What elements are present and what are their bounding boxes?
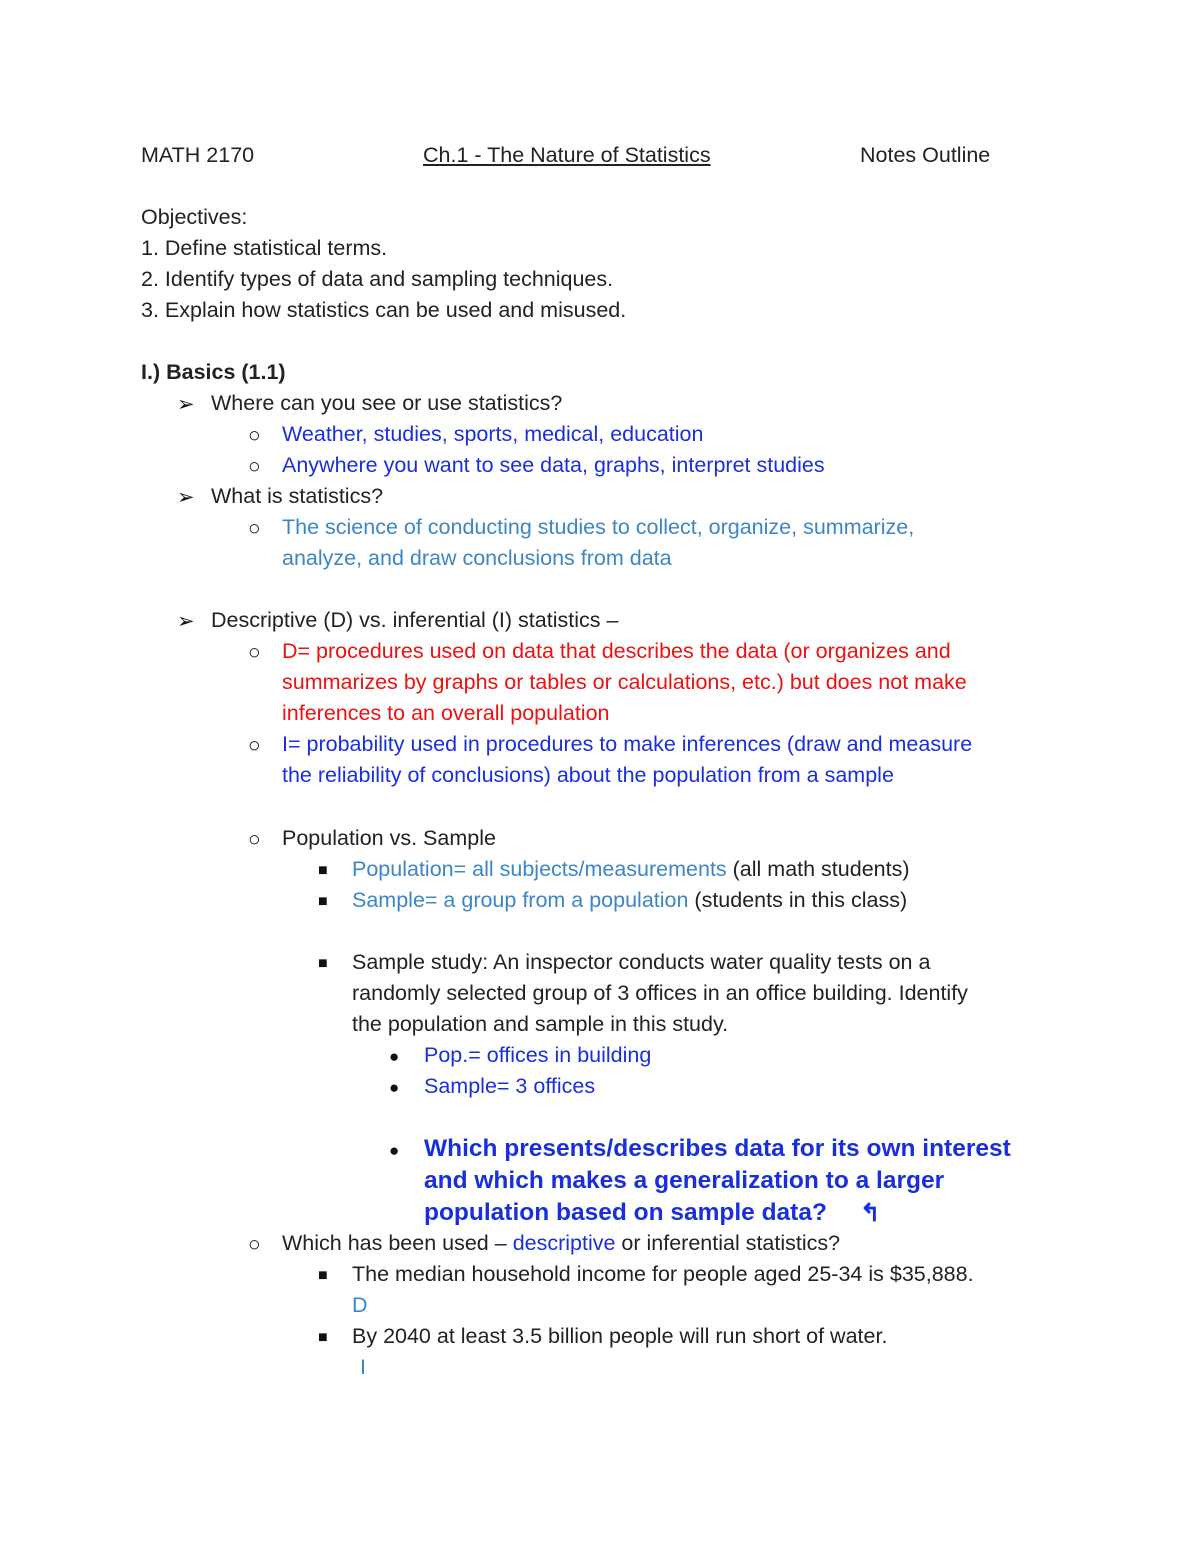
sample-definition-text: Sample= a group from a population: [352, 888, 689, 912]
answer-definition-line: The science of conducting studies to collect, organize, summarize,: [282, 515, 915, 539]
population-definition: [352, 854, 910, 885]
objectives-heading: Objectives:: [141, 205, 248, 229]
descriptive-definition-line: D= procedures used on data that describes the data (or organizes and: [282, 639, 951, 663]
population-definition-text: Population= all subjects/measurements: [352, 857, 727, 881]
square-bullet-icon: ■: [318, 1267, 328, 1284]
dot-bullet-icon: ●: [389, 1141, 400, 1160]
arrow-bullet-icon: ➢: [177, 486, 195, 509]
sample-study-line: randomly selected group of 3 offices in an office building. Identify: [352, 981, 968, 1005]
arrow-bullet-icon: ➢: [177, 393, 195, 416]
square-bullet-icon: ■: [318, 955, 328, 972]
return-arrow-icon: ↰: [860, 1200, 881, 1227]
section-heading: I.) Basics (1.1): [141, 360, 286, 384]
study-answer-population: Pop.= offices in building: [424, 1043, 652, 1067]
sample-study-line: Sample study: An inspector conducts water quality tests on a: [352, 950, 931, 974]
circle-bullet-icon: ○: [248, 641, 261, 664]
circle-bullet-icon: ○: [248, 517, 261, 540]
bold-question-line: population based on sample data?: [424, 1199, 827, 1226]
circle-bullet-icon: ○: [248, 828, 261, 851]
example-water: By 2040 at least 3.5 billion people will run short of water.: [352, 1324, 888, 1348]
question-where: Where can you see or use statistics?: [211, 391, 563, 415]
circle-bullet-icon: ○: [248, 424, 261, 447]
circle-bullet-icon: ○: [248, 455, 261, 478]
study-answer-sample: Sample= 3 offices: [424, 1074, 596, 1098]
example-income-answer: D: [352, 1293, 368, 1317]
population-vs-sample: Population vs. Sample: [282, 826, 496, 850]
doc-type: Notes Outline: [860, 143, 991, 167]
answer-definition-line: analyze, and draw conclusions from data: [282, 546, 672, 570]
which-used-post: or inferential statistics?: [615, 1231, 841, 1255]
dot-bullet-icon: ●: [389, 1078, 400, 1097]
dot-bullet-icon: ●: [389, 1047, 400, 1066]
sample-study-line: the population and sample in this study.: [352, 1012, 729, 1036]
chapter-title: Ch.1 - The Nature of Statistics: [423, 143, 711, 167]
circle-bullet-icon: ○: [248, 734, 261, 757]
descriptive-definition-line: summarizes by graphs or tables or calculations, etc.) but does not make: [282, 670, 967, 694]
question-descriptive-vs-inferential: Descriptive (D) vs. inferential (I) statistics –: [211, 608, 619, 632]
objective-item: 2. Identify types of data and sampling techniques.: [141, 267, 614, 291]
bold-question-line: and which makes a generalization to a larger: [424, 1167, 945, 1194]
square-bullet-icon: ■: [318, 862, 328, 879]
which-used-question: [282, 1228, 840, 1259]
objective-item: 3. Explain how statistics can be used and misused.: [141, 298, 627, 322]
bold-question-line: Which presents/describes data for its own interest: [424, 1135, 1011, 1162]
answer-where-2: Anywhere you want to see data, graphs, interpret studies: [282, 453, 825, 477]
descriptive-definition-line: inferences to an overall population: [282, 701, 610, 725]
sample-example: (students in this class): [688, 888, 908, 912]
question-what-is: What is statistics?: [211, 484, 384, 508]
sample-definition: [352, 885, 907, 916]
square-bullet-icon: ■: [318, 893, 328, 910]
example-income: The median household income for people aged 25-34 is $35,888.: [352, 1262, 974, 1286]
answer-where-1: Weather, studies, sports, medical, education: [282, 422, 704, 446]
course-code: MATH 2170: [141, 143, 255, 167]
objective-item: 1. Define statistical terms.: [141, 236, 388, 260]
circle-bullet-icon: ○: [248, 1233, 261, 1256]
which-used-pre: Which has been used –: [282, 1231, 513, 1255]
population-example: (all math students): [726, 857, 910, 881]
arrow-bullet-icon: ➢: [177, 610, 195, 633]
which-used-highlight: descriptive: [512, 1231, 616, 1255]
square-bullet-icon: ■: [318, 1329, 328, 1346]
example-water-answer: I: [360, 1355, 366, 1379]
inferential-definition-line: the reliability of conclusions) about the population from a sample: [282, 763, 894, 787]
inferential-definition-line: I= probability used in procedures to make inferences (draw and measure: [282, 732, 973, 756]
